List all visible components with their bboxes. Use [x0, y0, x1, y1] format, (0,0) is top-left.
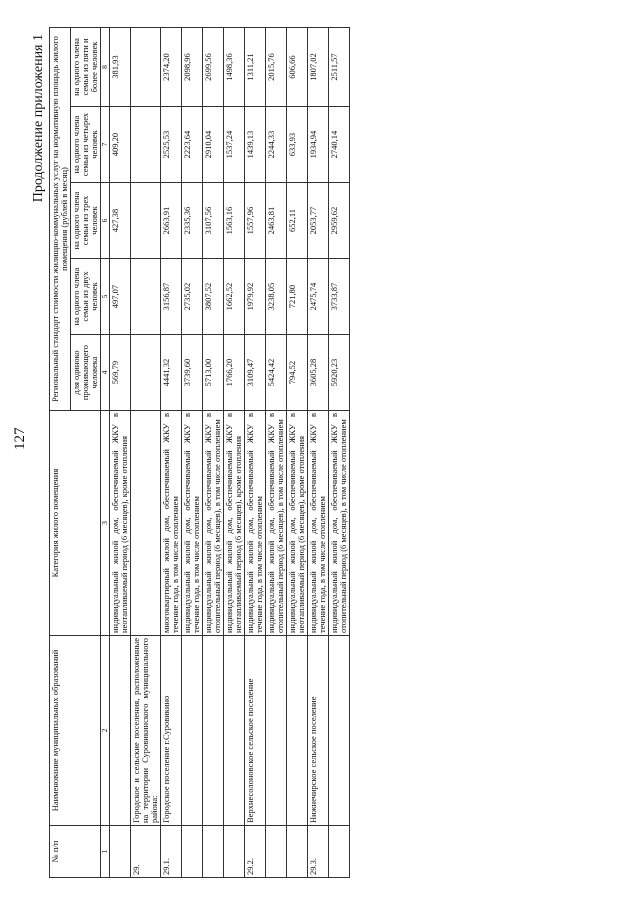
rotated-page: [12, 28, 627, 878]
row-num: [223, 826, 244, 878]
value-five: 1498,36: [223, 27, 244, 106]
value-single: 794,52: [286, 335, 307, 411]
value-five: 1807,02: [307, 27, 328, 106]
value-three: 652,11: [286, 183, 307, 259]
index-7: 7: [101, 107, 110, 183]
value-four: 2223,64: [181, 107, 202, 183]
value-four: 2910,04: [202, 107, 223, 183]
value-three: 427,38: [109, 183, 130, 259]
row-category: индивидуальный жилой дом, обеспечиваемый ЖКУ в отопительный период (6 месяцев), в том числе отоплением: [265, 411, 286, 636]
value-single: 5713,00: [202, 335, 223, 411]
value-single: 5424,42: [265, 335, 286, 411]
page-number: 127: [12, 427, 28, 450]
value-two: 3238,05: [265, 259, 286, 335]
row-name: [202, 636, 223, 826]
value-three: 1557,96: [244, 183, 265, 259]
row-category: многоквартирный жилой дом, обеспечиваемый ЖКУ в течение года, в том числе отоплением: [160, 411, 181, 636]
value-five: 2098,96: [181, 27, 202, 106]
row-name: [286, 636, 307, 826]
table-row: [265, 27, 286, 877]
row-name: [181, 636, 202, 826]
value-four: 1439,13: [244, 107, 265, 183]
value-single: 3109,47: [244, 335, 265, 411]
row-category: индивидуальный жилой дом, обеспечиваемый ЖКУ в течение года, в том числе отоплением: [244, 411, 265, 636]
table-row: [307, 27, 328, 877]
value-five: 1311,21: [244, 27, 265, 106]
row-name: [223, 636, 244, 826]
header-num: № п/п: [50, 826, 101, 878]
index-6: 6: [101, 183, 110, 259]
row-num: [328, 826, 349, 878]
row-name: Верхнесолоновское сельское поселение: [244, 636, 265, 826]
table-row: [130, 27, 160, 877]
value-single: 5920,23: [328, 335, 349, 411]
row-category: индивидуальный жилой дом, обеспечиваемый ЖКУ в неотапливаемый период (6 месяцев), кроме отопления: [286, 411, 307, 636]
header-name: Наименование муниципальных образований: [50, 636, 101, 826]
table-row: [160, 27, 181, 877]
value-single: 569,79: [109, 335, 130, 411]
value-single: 3739,60: [181, 335, 202, 411]
value-single: 3605,28: [307, 335, 328, 411]
value-three: 2053,77: [307, 183, 328, 259]
index-1: 1: [101, 826, 110, 878]
header-standard: Региональный стандарт стоимости жилищно-коммунальных услуг на нормативную площадь жилого помещения (рублей в месяц): [50, 27, 71, 410]
value-two: [130, 259, 160, 335]
value-single: 4441,32: [160, 335, 181, 411]
value-three: 2335,36: [181, 183, 202, 259]
value-five: 2374,20: [160, 27, 181, 106]
value-three: 2959,62: [328, 183, 349, 259]
housing-cost-table: [49, 27, 350, 878]
value-five: 606,66: [286, 27, 307, 106]
value-three: 2663,91: [160, 183, 181, 259]
row-num: 29.: [130, 826, 160, 878]
value-five: [130, 27, 160, 106]
value-five: 381,93: [109, 27, 130, 106]
value-two: 2475,74: [307, 259, 328, 335]
subheader-four: на одного члена семьи из четырех человек: [71, 107, 101, 183]
value-three: 1563,16: [223, 183, 244, 259]
value-four: 2740,14: [328, 107, 349, 183]
row-name: Городское и сельские поселения, расположенные на территории Суровикинского муниципального района:: [130, 636, 160, 826]
row-num: [265, 826, 286, 878]
index-4: 4: [101, 335, 110, 411]
table-row: [109, 27, 130, 877]
header-category: Категория жилого помещения: [50, 411, 101, 636]
row-name: [328, 636, 349, 826]
row-num: [181, 826, 202, 878]
row-category: индивидуальный жилой дом, обеспечиваемый ЖКУ в неотапливаемый период (6 месяцев), кроме отопления: [109, 411, 130, 636]
subheader-two: на одного члена семьи из двух человек: [71, 259, 101, 335]
value-four: 633,93: [286, 107, 307, 183]
subheader-five-plus: на одного члена семьи из пяти и более человек: [71, 27, 101, 106]
value-three: 3107,56: [202, 183, 223, 259]
index-2: 2: [101, 636, 110, 826]
row-num: 29.2.: [244, 826, 265, 878]
value-five: 2511,57: [328, 27, 349, 106]
value-two: 3733,87: [328, 259, 349, 335]
value-three: 2463,81: [265, 183, 286, 259]
row-category: индивидуальный жилой дом, обеспечиваемый ЖКУ в неотапливаемый период (6 месяцев), кроме отопления: [223, 411, 244, 636]
row-name: [109, 636, 130, 826]
table-row: [181, 27, 202, 877]
row-name: Нижнечирское сельское поселение: [307, 636, 328, 826]
value-single: [130, 335, 160, 411]
value-five: 2699,56: [202, 27, 223, 106]
row-name: [265, 636, 286, 826]
table-row: [223, 27, 244, 877]
row-category: индивидуальный жилой дом, обеспечиваемый ЖКУ в течение года, в том числе отоплением: [181, 411, 202, 636]
value-three: [130, 183, 160, 259]
row-category: индивидуальный жилой дом, обеспечиваемый ЖКУ в отопительный период (6 месяцев), в том числе отоплением: [202, 411, 223, 636]
table-row: [202, 27, 223, 877]
row-num: [109, 826, 130, 878]
value-four: 409,20: [109, 107, 130, 183]
value-two: 1662,52: [223, 259, 244, 335]
value-four: 1537,24: [223, 107, 244, 183]
value-four: [130, 107, 160, 183]
table-row: [244, 27, 265, 877]
row-num: 29.1.: [160, 826, 181, 878]
value-two: 2735,02: [181, 259, 202, 335]
subheader-three: на одного члена семьи из трех человек: [71, 183, 101, 259]
value-five: 2015,76: [265, 27, 286, 106]
row-num: 29.3.: [307, 826, 328, 878]
value-two: 497,07: [109, 259, 130, 335]
value-two: 3807,52: [202, 259, 223, 335]
value-two: 3156,87: [160, 259, 181, 335]
row-name: Городское поселение г.Суровикино: [160, 636, 181, 826]
value-four: 2525,53: [160, 107, 181, 183]
row-category: [130, 411, 160, 636]
index-8: 8: [101, 27, 110, 106]
value-single: 1766,20: [223, 335, 244, 411]
subheader-single: для одиноко проживающего человека: [71, 335, 101, 411]
row-num: [286, 826, 307, 878]
value-two: 1979,92: [244, 259, 265, 335]
row-category: индивидуальный жилой дом, обеспечиваемый ЖКУ в течение года, в том числе отоплением: [307, 411, 328, 636]
index-3: 3: [101, 411, 110, 636]
value-two: 721,80: [286, 259, 307, 335]
value-four: 1934,94: [307, 107, 328, 183]
row-num: [202, 826, 223, 878]
value-four: 2244,33: [265, 107, 286, 183]
index-5: 5: [101, 259, 110, 335]
row-category: индивидуальный жилой дом, обеспечиваемый ЖКУ в отопительный период (6 месяцев), в том числе отоплением: [328, 411, 349, 636]
table-row: [286, 27, 307, 877]
table-row: [328, 27, 349, 877]
continuation-title: Продолжение приложения 1: [31, 34, 46, 203]
